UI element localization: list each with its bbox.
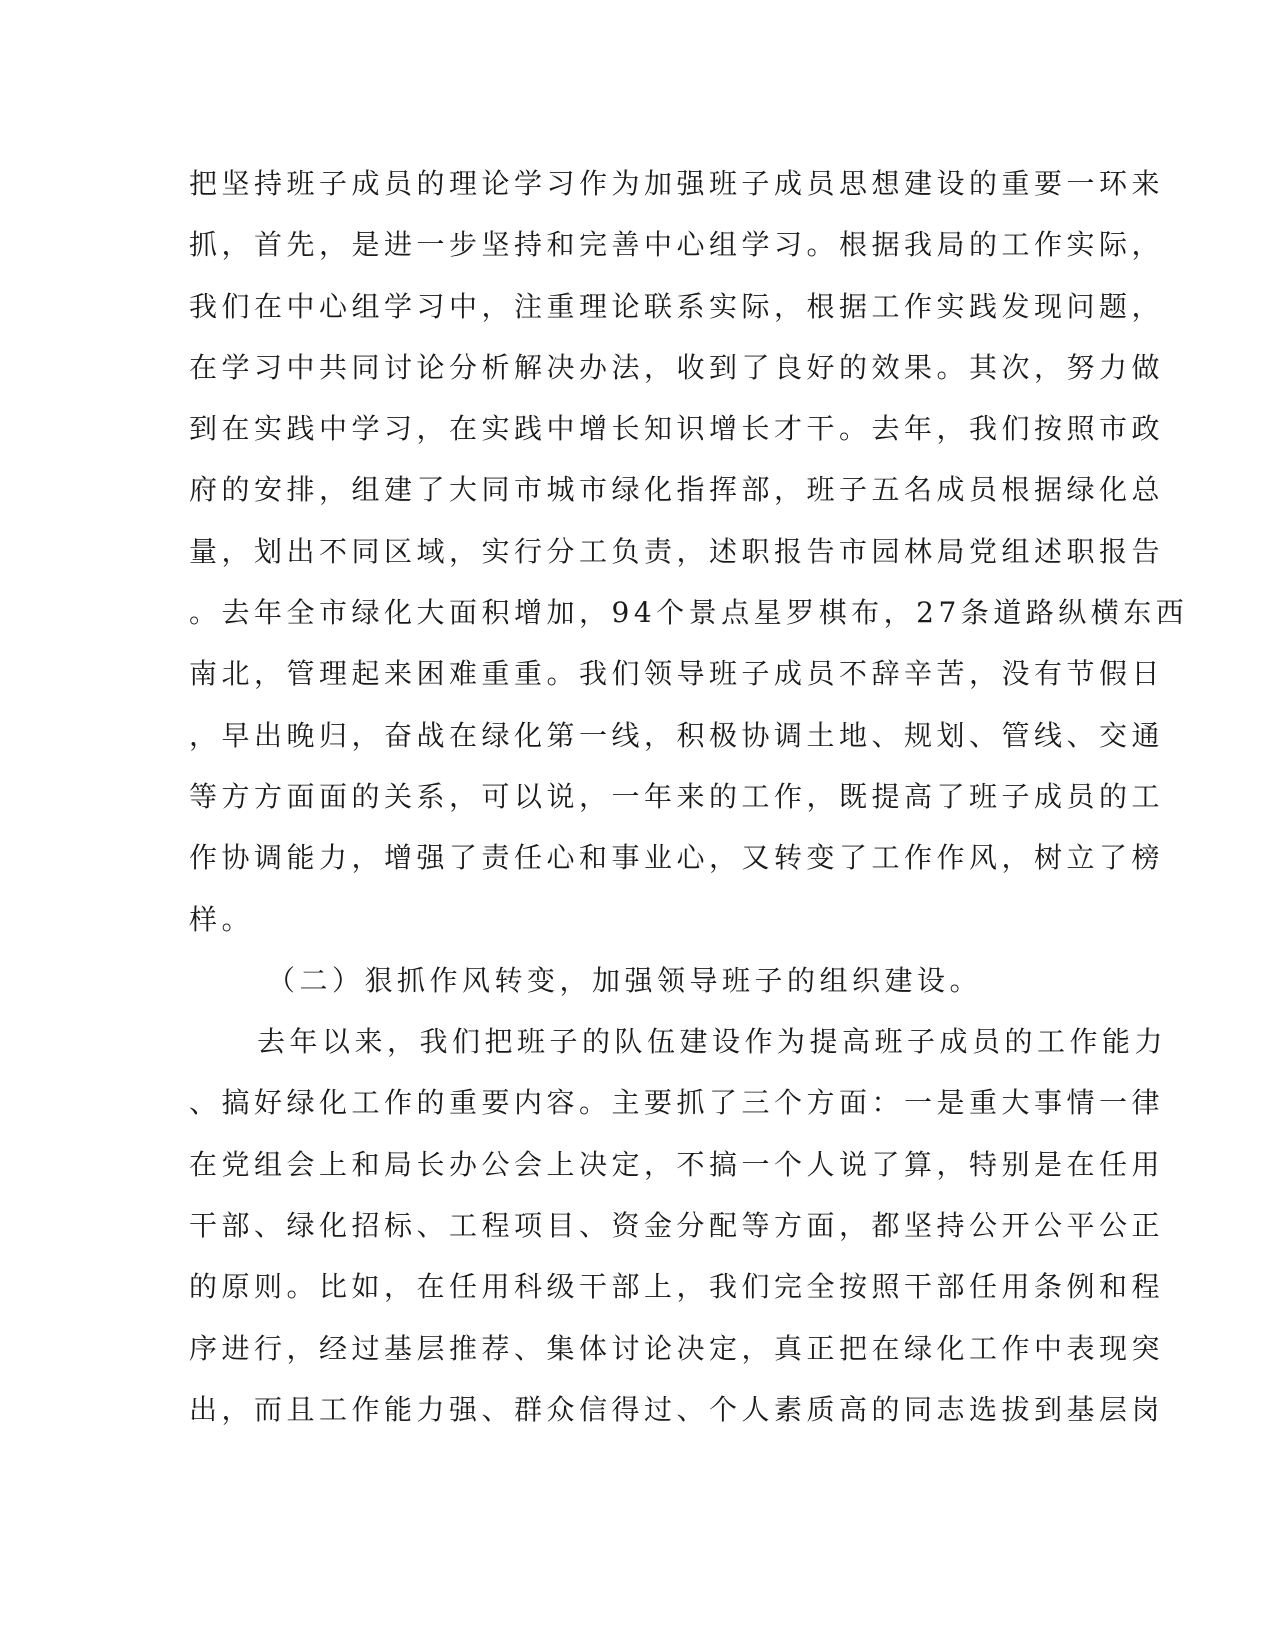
text-line: 量，划出不同区域，实行分工负责，述职报告市园林局党组述职报告 xyxy=(189,534,1165,568)
text-line: 序进行，经过基层推荐、集体讨论决定，真正把在绿化工作中表现突 xyxy=(189,1331,1165,1365)
paragraph-first-line: 去年以来，我们把班子的队伍建设作为提高班子成员的工作能力 xyxy=(257,1025,1168,1059)
text-line: 在党组会上和局长办公会上决定，不搞一个人说了算，特别是在任用 xyxy=(189,1147,1165,1181)
text-line: 南北，管理起来困难重重。我们领导班子成员不辞辛苦，没有节假日 xyxy=(189,657,1165,691)
text-line: 。去年全市绿化大面积增加，94个景点星罗棋布，27条道路纵横东西 xyxy=(189,596,1189,630)
text-line: 、搞好绿化工作的重要内容。主要抓了三个方面：一是重大事情一律 xyxy=(189,1086,1165,1120)
text-line: 抓，首先，是进一步坚持和完善中心组学习。根据我局的工作实际， xyxy=(189,228,1165,262)
text-line: 等方方面面的关系，可以说，一年来的工作，既提高了班子成员的工 xyxy=(189,779,1165,813)
text-line: 出，而且工作能力强、群众信得过、个人素质高的同志选拔到基层岗 xyxy=(189,1392,1165,1426)
text-line: 干部、绿化招标、工程项目、资金分配等方面，都坚持公开公平公正 xyxy=(189,1209,1165,1243)
text-line: 样。 xyxy=(189,902,255,936)
text-line: 在学习中共同讨论分析解决办法，收到了良好的效果。其次，努力做 xyxy=(189,350,1165,384)
text-line: 我们在中心组学习中，注重理论联系实际，根据工作实践发现问题， xyxy=(189,289,1165,323)
text-line: 作协调能力，增强了责任心和事业心，又转变了工作作风，树立了榜 xyxy=(189,841,1165,875)
text-line: 把坚持班子成员的理论学习作为加强班子成员思想建设的重要一环来 xyxy=(189,167,1165,200)
text-line: 的原则。比如，在任用科级干部上，我们完全按照干部任用条例和程 xyxy=(189,1270,1165,1304)
text-line: ，早出晚归，奋战在绿化第一线，积极协调土地、规划、管线、交通 xyxy=(189,718,1165,752)
section-heading: （二）狠抓作风转变，加强领导班子的组织建设。 xyxy=(267,963,983,997)
body-text xyxy=(189,166,1189,1453)
text-line: 到在实践中学习，在实践中增长知识增长才干。去年，我们按照市政 xyxy=(189,412,1165,446)
text-line: 府的安排，组建了大同市城市绿化指挥部，班子五名成员根据绿化总 xyxy=(189,473,1165,507)
